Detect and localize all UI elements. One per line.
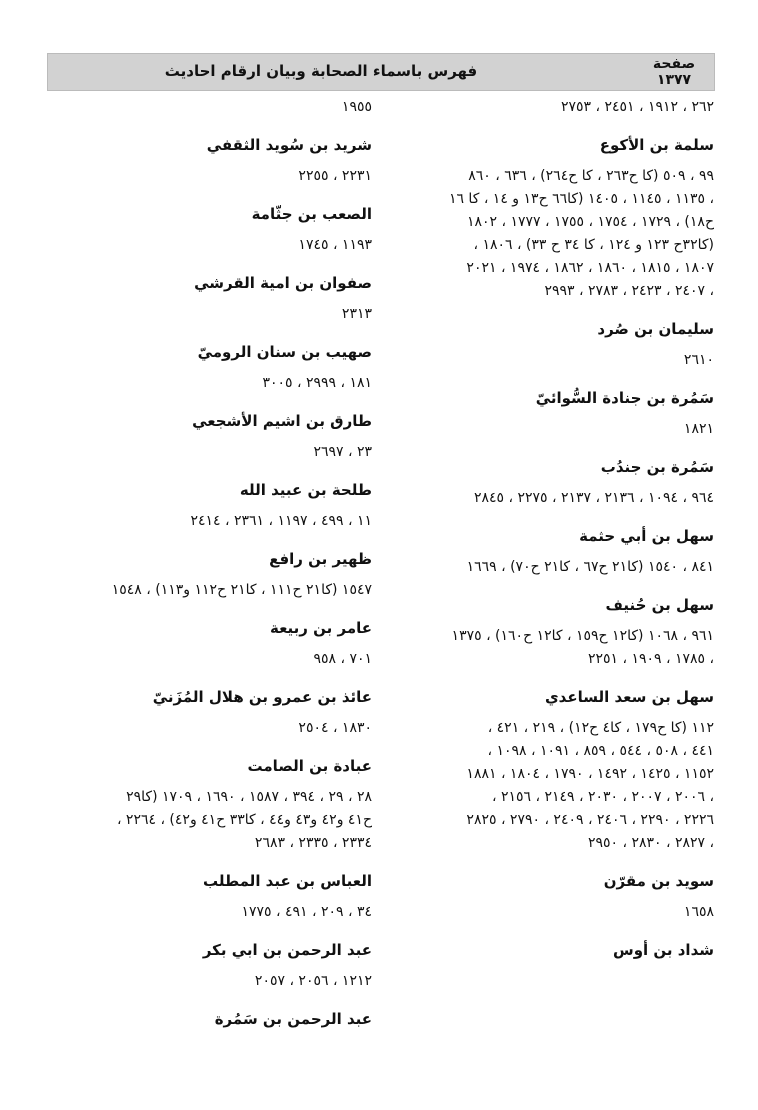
hadith-numbers-line: ح٤١ و٤٢ و٤٣ و٤٤ ، كا٣٣ ح٤١ و٤٢) ، ٢٢٦٤ ، bbox=[116, 812, 372, 828]
index-entry bbox=[384, 939, 714, 962]
hadith-numbers-line: ١١٩٣ ، ١٧٤٥ bbox=[298, 237, 372, 253]
hadith-numbers-line: ٢٢٢٦ ، ٢٢٩٠ ، ٢٤٠٦ ، ٢٤٠٩ ، ٢٧٩٠ ، ٢٨٢٥ bbox=[466, 812, 714, 828]
hadith-numbers-line: ٤٤١ ، ٥٠٨ ، ٥٤٤ ، ٨٥٩ ، ١٠٩١ ، ١٠٩٨ ، bbox=[487, 743, 714, 759]
index-entry bbox=[384, 594, 714, 671]
index-entry bbox=[42, 410, 372, 464]
companion-name: صهيب بن سنان الروميّ bbox=[197, 343, 372, 361]
index-entry bbox=[42, 1008, 372, 1031]
index-entry bbox=[42, 134, 372, 188]
index-entry bbox=[42, 939, 372, 993]
hadith-numbers-line: ، ١١٣٥ ، ١١٤٥ ، ١٤٠٥ (كا٦٦ ح١٣ و ١٤ ، كا ١٦ bbox=[448, 191, 714, 207]
companion-name: سَمُرة بن جنادة السُّوائيّ bbox=[535, 389, 714, 407]
hadith-numbers-line: ، ٢٨٢٧ ، ٢٨٣٠ ، ٢٩٥٠ bbox=[587, 835, 714, 851]
index-entry bbox=[42, 479, 372, 533]
continued-numbers: ١٩٥٥ bbox=[341, 99, 372, 115]
index-entry bbox=[384, 387, 714, 441]
companion-name: سهل بن حُنيف bbox=[605, 596, 714, 614]
companion-name: سليمان بن صُرد bbox=[597, 320, 714, 338]
companion-name: الصعب بن جثّامة bbox=[251, 205, 372, 223]
companion-name: عبادة بن الصامت bbox=[247, 757, 372, 775]
left-entries bbox=[42, 134, 372, 1031]
companion-name: عائذ بن عمرو بن هلال المُزَنيّ bbox=[152, 688, 372, 706]
hadith-numbers-line: ٢٣٣٤ ، ٢٣٣٥ ، ٢٦٨٣ bbox=[254, 835, 372, 851]
companion-name: صفوان بن امية القرشي bbox=[194, 274, 372, 292]
hadith-numbers-line: ٢٨ ، ٢٩ ، ٣٩٤ ، ١٥٨٧ ، ١٦٩٠ ، ١٧٠٩ (كا٢٩ bbox=[126, 789, 372, 805]
hadith-numbers-line: (كا٣٢ح ١٢٣ و ١٢٤ ، كا ٣٤ ح ٣٣) ، ١٨٠٦ ، bbox=[473, 237, 714, 253]
header-title: فهرس باسماء الصحابة وبيان ارقام احاديث bbox=[164, 62, 478, 80]
hadith-numbers-line: ٢٢٣١ ، ٢٢٥٥ bbox=[298, 168, 372, 184]
continued-numbers: ٢٦٢ ، ١٩١٢ ، ٢٤٥١ ، ٢٧٥٣ bbox=[560, 99, 714, 115]
companion-name: طارق بن اشيم الأشجعي bbox=[192, 412, 372, 430]
index-entry bbox=[384, 686, 714, 855]
page-indicator bbox=[648, 56, 700, 88]
hadith-numbers-line: ١٥٤٧ (كا٢١ ح١١١ ، كا٢١ ح١١٢ و١١٣) ، ١٥٤٨ bbox=[111, 582, 372, 598]
hadith-numbers-line: ، ٢٤٠٧ ، ٢٤٢٣ ، ٢٧٨٣ ، ٢٩٩٣ bbox=[544, 283, 714, 299]
companion-name: عامر بن ربيعة bbox=[269, 619, 372, 637]
hadith-numbers-line: ٧٠١ ، ٩٥٨ bbox=[313, 651, 372, 667]
hadith-numbers-line: ١٦٥٨ bbox=[683, 904, 714, 920]
page-label: صفحة bbox=[652, 56, 696, 72]
companion-name: العباس بن عبد المطلب bbox=[203, 872, 372, 890]
index-entry bbox=[384, 318, 714, 372]
companion-name: ظهير بن رافع bbox=[269, 550, 372, 568]
hadith-numbers-line: ١١٥٢ ، ١٤٢٥ ، ١٤٩٢ ، ١٧٩٠ ، ١٨٠٤ ، ١٨٨١ bbox=[466, 766, 714, 782]
index-entry bbox=[384, 456, 714, 510]
companion-name: سَمُرة بن جندُب bbox=[600, 458, 714, 476]
hadith-numbers-line: ١١٢ (كا ح١٧٩ ، كا٤ ح١٢) ، ٢١٩ ، ٤٢١ ، bbox=[487, 720, 714, 736]
companion-name: سلمة بن الأكوع bbox=[599, 136, 714, 154]
index-entry bbox=[42, 870, 372, 924]
index-entry bbox=[42, 341, 372, 395]
companion-name: عبد الرحمن بن سَمُرة bbox=[214, 1010, 372, 1028]
left-column bbox=[42, 96, 372, 1031]
hadith-numbers-line: ٨٤١ ، ١٥٤٠ (كا٢١ ح٦٧ ، كا٢١ ح٧٠) ، ١٦٦٩ bbox=[466, 559, 714, 575]
index-entry bbox=[384, 134, 714, 303]
companion-name: شداد بن أوس bbox=[613, 941, 714, 959]
hadith-numbers-line: ٩٦٤ ، ١٠٩٤ ، ٢١٣٦ ، ٢١٣٧ ، ٢٢٧٥ ، ٢٨٤٥ bbox=[473, 490, 714, 506]
hadith-numbers-line: ١٨٠٧ ، ١٨١٥ ، ١٨٦٠ ، ١٨٦٢ ، ١٩٧٤ ، ٢٠٢١ bbox=[466, 260, 714, 276]
companion-name: شريد بن سُويد الثقفي bbox=[206, 136, 372, 154]
companion-name: عبد الرحمن بن ابي بكر bbox=[202, 941, 372, 959]
index-entry bbox=[42, 203, 372, 257]
index-entry bbox=[42, 548, 372, 602]
index-entry bbox=[384, 525, 714, 579]
hadith-numbers-line: ١١ ، ٤٩٩ ، ١١٩٧ ، ٢٣٦١ ، ٢٤١٤ bbox=[190, 513, 372, 529]
running-header bbox=[47, 53, 715, 91]
hadith-numbers-line: ٣٤ ، ٢٠٩ ، ٤٩١ ، ١٧٧٥ bbox=[241, 904, 372, 920]
hadith-numbers-line: ٢٣١٣ bbox=[341, 306, 372, 322]
right-entries bbox=[384, 134, 714, 962]
companion-name: سهل بن أبي حثمة bbox=[579, 527, 714, 545]
hadith-numbers-line: ح١٨) ، ١٧٢٩ ، ١٧٥٤ ، ١٧٥٥ ، ١٧٧٧ ، ١٨٠٢ bbox=[466, 214, 714, 230]
hadith-numbers-line: ٢٦١٠ bbox=[683, 352, 714, 368]
hadith-numbers-line: ١٢١٢ ، ٢٠٥٦ ، ٢٠٥٧ bbox=[254, 973, 372, 989]
index-entry bbox=[42, 272, 372, 326]
index-entry bbox=[42, 686, 372, 740]
index-entry bbox=[42, 755, 372, 855]
hadith-numbers-line: ، ٢٠٠٦ ، ٢٠٠٧ ، ٢٠٣٠ ، ٢١٤٩ ، ٢١٥٦ ، bbox=[491, 789, 714, 805]
hadith-numbers-line: ١٨٣٠ ، ٢٥٠٤ bbox=[298, 720, 372, 736]
page-number: ١٣٧٧ bbox=[656, 72, 692, 88]
hadith-numbers-line: ٢٣ ، ٢٦٩٧ bbox=[313, 444, 372, 460]
index-entry bbox=[384, 870, 714, 924]
companion-name: سهل بن سعد الساعدي bbox=[544, 688, 714, 706]
hadith-numbers-line: ٩٦١ ، ١٠٦٨ (كا١٢ ح١٥٩ ، كا١٢ ح١٦٠) ، ١٣٧٥ bbox=[451, 628, 714, 644]
hadith-numbers-line: ٩٩ ، ٥٠٩ (كا ح٢٦٣ ، كا ح٢٦٤) ، ٦٣٦ ، ٨٦٠ bbox=[468, 168, 714, 184]
companion-name: سويد بن مقرّن bbox=[603, 872, 714, 890]
companion-name: طلحة بن عبيد الله bbox=[239, 481, 372, 499]
hadith-numbers-line: ١٨١ ، ٢٩٩٩ ، ٣٠٠٥ bbox=[262, 375, 372, 391]
hadith-numbers-line: ١٨٢١ bbox=[683, 421, 714, 437]
index-entry bbox=[42, 617, 372, 671]
hadith-numbers-line: ، ١٧٨٥ ، ١٩٠٩ ، ٢٢٥١ bbox=[587, 651, 714, 667]
right-column bbox=[384, 96, 714, 962]
